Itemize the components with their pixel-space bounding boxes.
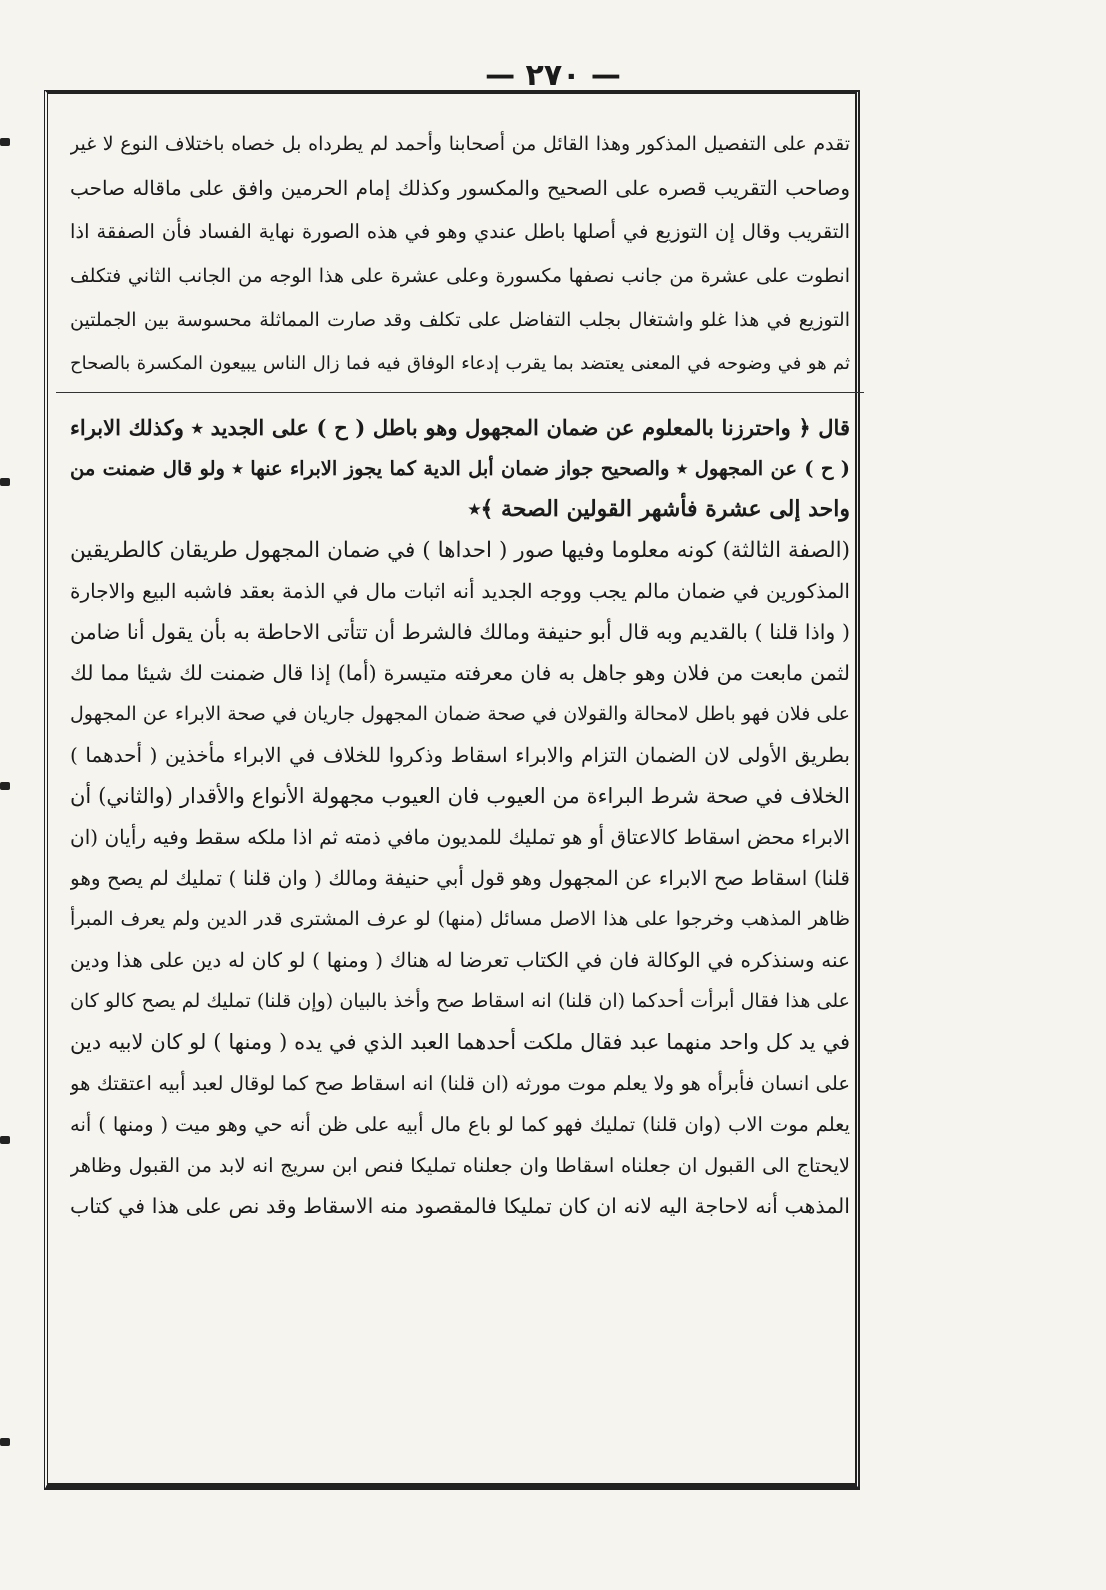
section-divider <box>56 392 864 393</box>
text-line: على هذا فقال أبرأت أحدكما (ان قلنا) انه اسقاط صح وأخذ بالبيان (وإن قلنا) تمليك لم يصح كالو كان <box>70 990 850 1012</box>
margin-mark <box>0 138 10 146</box>
margin-mark <box>0 782 10 790</box>
text-line: ( واذا قلنا ) بالقديم وبه قال أبو حنيفة ومالك فالشرط أن تتأتى الاحاطة به بأن يقول أنا ضامن <box>70 620 850 644</box>
text-line: عنه وسنذكره في الوكالة فان في الكتاب تعرضا له هناك ( ومنها ) لو كان له دين على هذا ودين <box>70 948 850 972</box>
text-line: ( ح ) عن المجهول ٭ والصحيح جواز ضمان أبل الدية كما يجوز الابراء عنها ٭ ولو قال ضمنت من <box>70 457 850 480</box>
text-line: يعلم موت الاب (وان قلنا) تمليك فهو كما لو باع مال أبيه على ظن أنه حي وهو ميت ( ومنها ) أنه <box>70 1113 850 1136</box>
page-number: — ٢٧٠ — <box>485 58 621 93</box>
text-line: بطريق الأولى لان الضمان التزام والابراء اسقاط وذكروا للخلاف في الابراء مأخذين ( أحدهما ) <box>70 743 850 767</box>
text-line: واحد إلى عشرة فأشهر القولين الصحة ﴾٭ <box>468 496 850 522</box>
text-line: لثمن مابعت من فلان وهو جاهل به فان معرفته متيسرة (أما) إذا قال ضمنت لك شيئا مما لك <box>70 661 850 685</box>
text-line: قلنا) اسقاط صح الابراء عن المجهول وهو قول أبي حنيفة ومالك ( وان قلنا ) تمليك لم يصح وهو <box>70 866 850 890</box>
text-line: لايحتاج الى القبول ان جعلناه اسقاطا وان جعلناه تمليكا فنص ابن سريج انه لابد من القبول وظاهر <box>70 1154 850 1177</box>
text-line: ظاهر المذهب وخرجوا على هذا الاصل مسائل (منها) لو عرف المشترى قدر الدين ولم يعرف المبرأ <box>70 908 850 930</box>
page-body <box>70 122 850 1227</box>
text-line: ثم هو في وضوحه في المعنى يعتضد بما يقرب إدعاء الوفاق فيه فما زال الناس يبيعون المكسرة بالصحاح <box>70 353 850 374</box>
text-line: على انسان فأبرأه هو ولا يعلم موت مورثه (ان قلنا) انه اسقاط صح كما لوقال لعبد أبيه اعتقتك هو <box>70 1072 850 1095</box>
text-line: في يد كل واحد منهما عبد فقال ملكت أحدهما العبد الذي في يده ( ومنها ) لو كان لابيه دين <box>70 1030 850 1054</box>
text-line: وصاحب التقريب قصره على الصحيح والمكسور وكذلك إمام الحرمين وافق على ماقاله صاحب <box>70 176 850 200</box>
text-line: (الصفة الثالثة) كونه معلوما وفيها صور ( احداها ) في ضمان المجهول طريقان كالطريقين <box>70 538 850 563</box>
text-line: تقدم على التفصيل المذكور وهذا القائل من أصحابنا وأحمد لم يطرداه بل خصاه باختلاف النوع لا غير <box>70 133 850 155</box>
text-line: المذكورين في ضمان مالم يجب ووجه الجديد أنه اثبات مال في الذمة بعقد فاشبه البيع والاجارة <box>70 579 850 603</box>
text-line: المذهب أنه لاحاجة اليه لانه ان كان تمليكا فالمقصود منه الاسقاط وقد نص على هذا في كتاب <box>70 1194 850 1218</box>
text-line: الخلاف في صحة شرط البراءة من العيوب فان العيوب مجهولة الأنواع والأقدار (والثاني) أن <box>70 784 850 808</box>
text-line: التقريب وقال إن التوزيع في أصلها باطل عندي وهو في هذه الصورة نهاية الفساد فأن الصفقة اذا <box>70 220 850 243</box>
commentary-continuation <box>70 122 850 386</box>
commentary <box>70 530 850 1227</box>
text-line: قال ﴿ واحترزنا بالمعلوم عن ضمان المجهول وهو باطل ( ح ) على الجديد ٭ وكذلك الابراء <box>70 415 850 440</box>
text-line: التوزيع في هذا غلو واشتغال بجلب التفاضل على تكلف وقد صارت المماثلة محسوسة بين الجملتين <box>70 309 850 331</box>
margin-mark <box>0 478 10 486</box>
margin-mark <box>0 1136 10 1144</box>
text-line: الابراء محض اسقاط كالاعتاق أو هو تمليك للمديون مافي ذمته ثم اذا ملكه سقط وفيه رأيان (ان <box>70 825 850 849</box>
text-line: انطوت على عشرة من جانب نصفها مكسورة وعلى عشرة على هذا الوجه من الجانب الثاني فتكلف <box>70 265 850 287</box>
text-line: على فلان فهو باطل لامحالة والقولان في صحة ضمان المجهول جاريان في صحة الابراء عن المجهول <box>70 703 850 725</box>
base-text-quote <box>70 407 850 530</box>
margin-mark <box>0 1438 10 1446</box>
